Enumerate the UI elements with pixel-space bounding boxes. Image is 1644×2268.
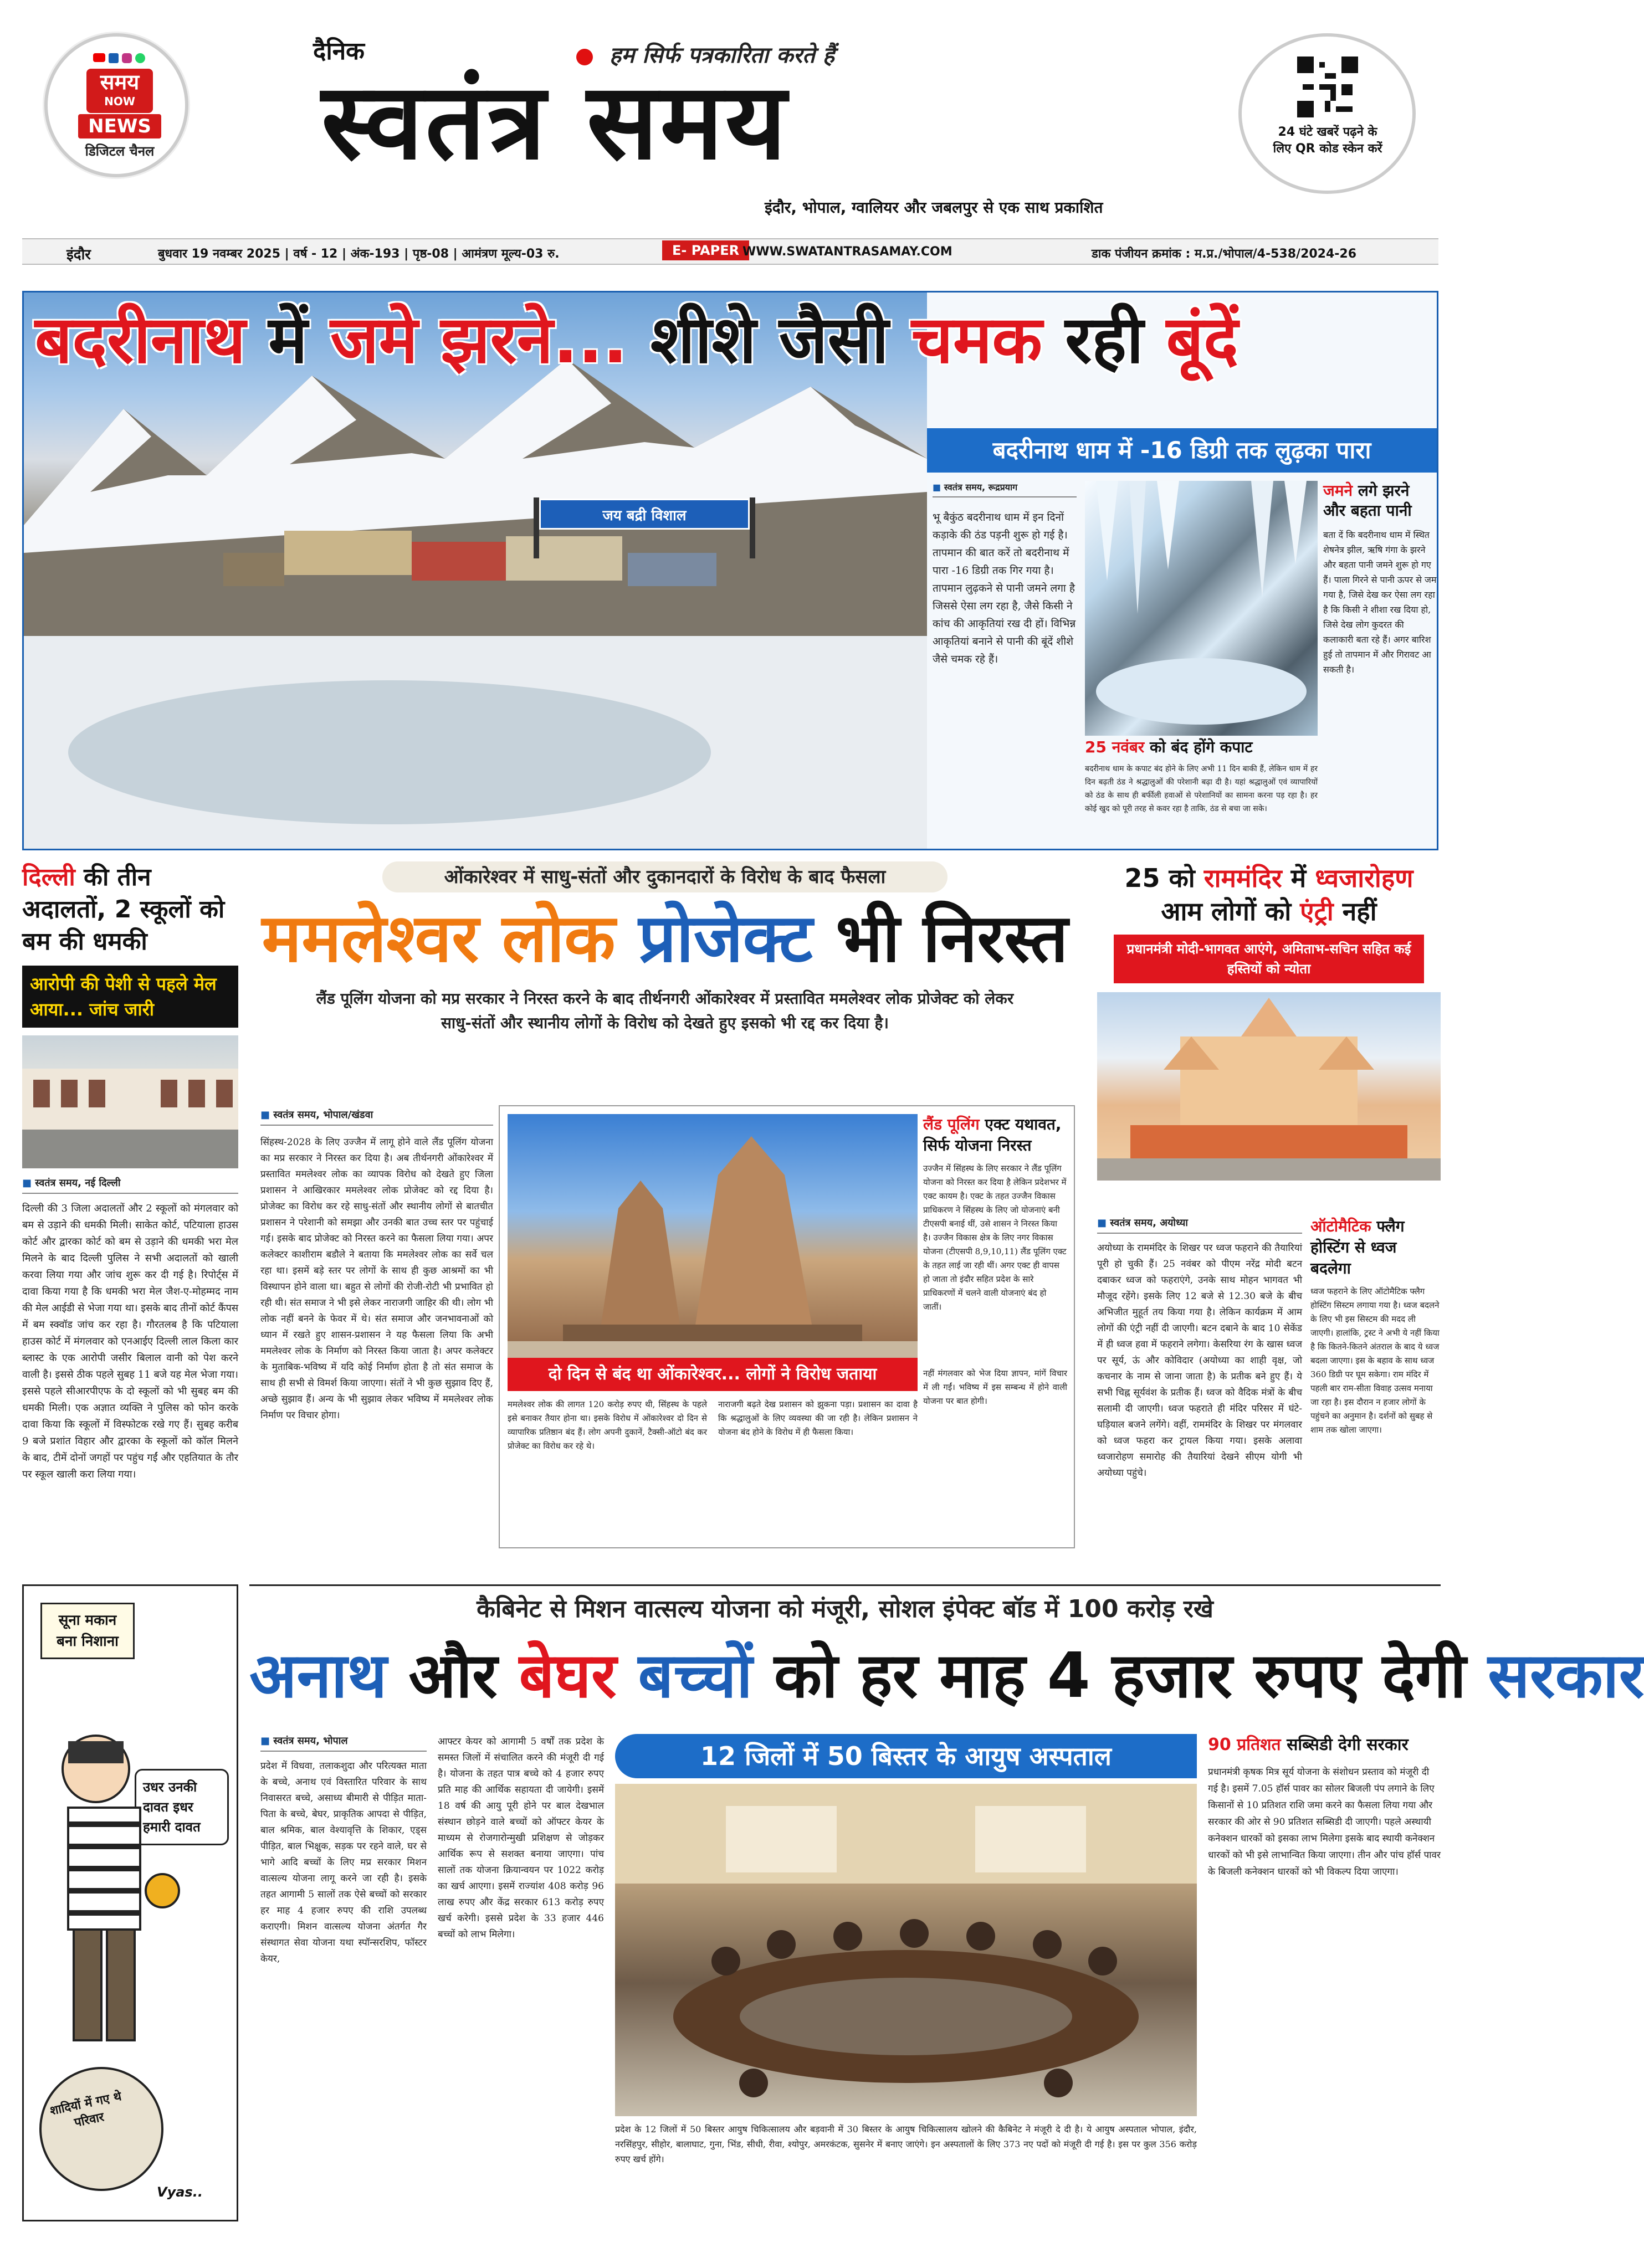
auto-flag-body: ध्वज फहराने के लिए ऑटोमैटिक फ्लैग होस्टिंग सिस्टम लगाया गया है। ध्वज बदलने के लिए भी इस सिस्टम की मदद ली जाएगी। हालांकि, ट्रस्ट ने अभी ये नहीं किया है कि कितने-कितने अंतराल के बाद ये ध्वज बदला जाएगा। इस के बहाव के साथ ध्वज 360 डिग्री पर घूम सकेगा। राम मंदिर में पहली बार राम-सीता विवाह उत्सव मनाया जा रहा है। इस दौरान न हजार लोगों के पहुंचने का अनुमान है। दर्शनों को सुबह से शाम तक खोला जाएगा। (1310, 1286, 1440, 1435)
mission-vatsalya-story (249, 1584, 1644, 2221)
inset-title (923, 1114, 1067, 1156)
mission-body-1: प्रदेश में विधवा, तलाकशुदा और परित्यक्त माता के बच्चे, अनाथ एवं विस्तारित परिवार के साथ निवासरत बच्चे, असाध्य बीमारी से पीड़ित माता-पिता के बच्चे, बेघर, प्राकृतिक आपदा से पीड़ित, बाल श्रमिक, बाल वेश्यावृत्ति के शिकार, एड्स पीड़ित, बाल भिक्षुक, सड़क पर रहने वाले, घर से भागे आदि बच्चों के लिए मप्र सरकार मिशन वात्सल्य योजना लागू करने जा रही है। इसके तहत आगामी 5 सालों तक ऐसे बच्चों को सरकार हर माह 4 हजार रुपए की राशि उपलब्ध कराएगी। मिशन वात्सल्य योजना अंतर्गत गैर संस्थागत सेवा योजना यथा स्पॉन्सरशिप, फॉस्टर केयर, (260, 1761, 427, 1964)
subsidy-title-rest: सब्सिडी देगी सरकार (1287, 1735, 1409, 1754)
mission-headline (249, 1634, 1644, 1717)
ayodhya-subhead: प्रधानमंत्री मोदी-भागवत आएंगे, अमिताभ-सचिन सहित कई हस्तियों को न्योता (1114, 935, 1424, 983)
headline-shine: चमक (911, 301, 1043, 378)
headline-and: और (408, 1640, 498, 1712)
inset-body: उज्जैन में सिंहस्थ के लिए सरकार ने लैंड पूलिंग योजना को निरस्त कर दिया है लेकिन प्रदेशभर में एक्ट कायम है। एक्ट के तहत उज्जैन विकास प्राधिकरण ने सिंहस्थ के लिए जो योजनाएं बनी टीएसपी बनाई थीं, उसे शासन ने निरस्त किया है। उज्जैन विकास क्षेत्र के लिए नगर विकास योजना (टीएसपी 8,9,10,11) लैंड पूलिंग एक्ट के तहत लाई जा रही थीं। अगर एक्ट ही वापस हो जाता तो इंदौर सहित प्रदेश के सारे प्राधिकरणों में चलने वाली योजनाएं बंद हो जातीं। (923, 1163, 1067, 1312)
masthead (0, 0, 1461, 238)
delhi-headline (22, 861, 238, 958)
temple-illustration-ayodhya (1097, 992, 1441, 1181)
logo-now: NOW (104, 95, 135, 108)
mission-kicker: कैबिनेट से मिशन वात्सल्य योजना को मंजूरी, सोशल इंपेक्ट बॉड में 100 करोड़ रखे (477, 1595, 1213, 1623)
dateline-details: बुधवार 19 नवम्बर 2025 | वर्ष - 12 | अंक-193 | पृष्ठ-08 | आमंत्रण मूल्य-03 रु. (158, 247, 560, 261)
ayodhya-body: अयोध्या के राममंदिर के शिखर पर ध्वज फहराने की तैयारियां पूरी हो चुकी हैं। 25 नवंबर को पीएम नरेंद्र मोदी बटन दबाकर ध्वज को फहराएंगे, उनके साथ मोहन भागवत भी मौजूद रहेंगे। इसके लिए 12 बजे से 12.30 बजे के बीच अभिजीत मुहूर्त तय किया गया है। लेकिन कार्यक्रम में आम लोगों की एंट्री नहीं दी जाएगी। बटन दबाने के बाद 10 सेकेंड में ही ध्वज हवा में फहराने लगेगा। केसरिया रंग के खास ध्वज पर सूर्य, ऊं और कोविदार (अयोध्या का शाही वृक्ष, जो कचनार के नाम से जाना जाता है) के प्रतीक बने हुए हैं। ये सभी चिह्न सूर्यवंश के प्रतीक हैं। ध्वज को वैदिक मंत्रों के बीच सलामी दी जाएगी। ध्वज फहराते ही मंदिर परिसर में घंटे-घड़ियाल बजने लगेंगे। वहीं, राममंदिर के शिखर पर मंगलवार को ध्वज फहरा कर ट्रायल किया गया। इसके अलावा ध्वजारोहण समारोह की तैयारियां देखने सीएम योगी भी अयोध्या पहुंचे। (1097, 1243, 1302, 1479)
lead-side-box (1323, 481, 1437, 841)
delhi-body: दिल्ली की 3 जिला अदालतों और 2 स्कूलों को मंगलवार को बम से उड़ाने की धमकी मिली। साकेत कोर्ट, पटियाला हाउस कोर्ट और द्वारका कोर्ट को बम से उड़ाने की धमकी भरा मेल मिलने के बाद दिल्ली पुलिस ने सभी अदालतों को खाली करवा लिया गया और जांच शुरू कर दी गई है। रिपोर्ट्स में दावा किया गया है कि धमकी भरा मेल जैश-ए-मोहम्मद नाम की मेल आईडी से भेजा गया था। इसके बाद तीनों कोर्ट कैंपस में बम स्क्वॉड जांच कर रहा है। गौरतलब है कि पटियाला हाउस कोर्ट में मंगलवार को एनआईए दिल्ली लाल किला कार ब्लास्ट के एक आरोपी जसीर बिलाल वानी को पेश करने वाली है। इससे ठीक पहले सुबह 11 बजे यह मेल भेजा गया। इससे पहले सीआरपीएफ के दो स्कूलों को भी सुबह बम की धमकी मिली। एक अज्ञात व्यक्ति ने पुलिस को फोन करके दावा किया कि स्कूलों में विस्फोटक रखे गए हैं। सुबह करीब 9 बजे प्रशांत विहार और द्वारका के स्कूलों को कॉल मिलने के बाद, टीमें दोनों जगहों पर पहुंच गईं और एहतियात के तौर पर स्कूल खाली करा लिया गया। (22, 1203, 238, 1480)
headline-project: प्रोजेक्ट (638, 900, 813, 977)
headline-4000: को हर माह 4 हजार रुपए देगी (774, 1640, 1467, 1712)
side-box-body: बता दें कि बदरीनाथ धाम में स्थित शेषनेत्र झील, ऋषि गंगा के झरने और बहता पानी जमने शुरू हो गए हैं। पाला गिरने से पानी ऊपर से जम गया है, जिसे देख कर ऐसा लग रहा है कि किसी ने शीशा रख दिया हो, जिसे देख लोग कुदरत की कलाकारी बता रहे हैं। अगर बारिश हुई तो तापमान में और गिरावट आ सकती है। (1323, 530, 1437, 675)
lead-headline (35, 298, 1431, 381)
omkareshwar-deck: लैंड पूलिंग योजना को मप्र सरकार ने निरस्त करने के बाद तीर्थनगरी ओंकारेश्वर में प्रस्तावित ममलेश्वर लोक प्रोजेक्ट को लेकर साधु-संतों और स्थानीय लोगों के विरोध को देखते हुए इसको भी रद्द कर दिया है। (316, 989, 1014, 1032)
lead-text-column (933, 481, 1077, 841)
delhi-headline-red: दिल्ली (22, 863, 75, 891)
omkareshwar-photo-frame (499, 1105, 1075, 1548)
lead-story (22, 291, 1438, 850)
ram-mandir-photo (1097, 992, 1441, 1181)
qr-caption: 24 घंटे खबरें पढ़ने के लिए QR कोड स्केन करें (1273, 125, 1382, 156)
lead-byline: ■ स्वतंत्र समय, रूद्रप्रयाग (933, 481, 1077, 497)
website-link[interactable]: WWW.SWATANTRASAMAY.COM (742, 245, 952, 259)
youtube-icon (93, 53, 105, 62)
ayodhya-headline (1097, 861, 1441, 928)
ayush-title: 12 जिलों में 50 बिस्तर के आयुष अस्पताल (615, 1734, 1197, 1778)
registration-number: डाक पंजीयन क्रमांक : म.प्र./भोपाल/4-538/2024-26 (1092, 247, 1357, 261)
caption-column-2: नाराजगी बढ़ते देख प्रशासन को झुकना पड़ा। प्रशासन का दावा है कि श्रद्धालुओं के लिए व्यवस्था की जा रही है। लेकिन प्रशासन ने योजना बंद होने के विरोध में ही फैसला किया। (718, 1399, 918, 1437)
dainik-label: दैनिक (313, 37, 365, 65)
auto-flag-title-rest: फ्लैग होस्टिंग से ध्वज बदलेगा (1310, 1217, 1405, 1277)
lead-caption-box (1085, 736, 1318, 846)
headline-word-me: में (268, 301, 308, 378)
headline-government: सरकार (1488, 1640, 1644, 1712)
caption-body: बदरीनाथ धाम के कपाट बंद होने के लिए अभी 11 दिन बाकी हैं, लेकिन धाम में हर दिन बढ़ती ठंड ने श्रद्धालुओं की परेशानी बढ़ा दी है। यहां श्रद्धालुओं एवं व्यापारियों को ठंड के साथ ही बर्फीली हवाओं से परेशानियों का सामना करना पड़ रहा है। हर कोई खुद को पूरी तरह से कवर रहा है ताकि, ठंड से बचा जा सके। (1085, 764, 1318, 813)
section-rule (249, 1584, 1441, 1586)
headline-drops: बूंदें (1166, 301, 1238, 378)
cartoon-speech-bubble: उधर उनकी दावत इधर हमारी दावत (135, 1769, 229, 1845)
dateline-city: इंदौर (66, 247, 91, 263)
dateline-bar (22, 238, 1438, 265)
delhi-story (22, 861, 238, 1582)
epaper-badge[interactable]: E- PAPER (662, 240, 749, 260)
omkareshwar-text-column (260, 1108, 493, 1546)
subsidy-title (1208, 1734, 1441, 1756)
omkareshwar-body: सिंहस्थ-2028 के लिए उज्जैन में लागू होने वाले लैंड पूलिंग योजना का मप्र सरकार ने निरस्त कर दिया है। अब तीर्थनगरी ओंकारेश्वर में प्रस्तावित ममलेश्वर लोक का व्यापक विरोध को देखते हुए जिला प्रशासन ने आखिरकार ममलेश्वर लोक प्रोजेक्ट को रद्द दिया है। प्रोजेक्ट का विरोध कर रहे साधु-संतों और स्थानीय लोगों से बातचीत प्रशासन ने परेशानी को समझा और उनकी बात उच्च स्तर पर पहुंचाई गई। इसके बाद प्रोजेक्ट को निरस्त करने का फैसला लिया गया। अपर कलेक्टर काशीराम बडौले ने बताया कि ममलेश्वर लोक का सर्वे चल रहा था। इसमें बड़े स्तर पर लोगों के साथ ही कुछ आश्रमों का भी विस्थापन होने वाला था। बहुत से लोगों की रोजी-रोटी भी प्रभावित हो रही थी। संत समाज ने भी इसे लेकर नाराजगी जाहिर की थी। लोग भी लोक नहीं बनने के फेवर में थे। संत समाज और जनभावनाओं को ध्यान में रखते हुए शासन-प्रशासन ने यह फैसला लिया कि अभी ममलेश्वर लोक के निर्माण को निरस्त किया जाता है। अपर कलेक्टर के मुताबिक-भविष्य में यदि कोई निर्माण होता है तो संत समाज के साथ ही सभी से विमर्श किया जाएगा। संतों ने भी कुछ सुझाव दिए हैं, अच्छे सुझाव हैं। अन्य के भी सुझाव लेकर भविष्य में ममलेश्वर लोक निर्माण पर विचार होगा। (260, 1137, 493, 1421)
ayodhya-ram-mandir: राममंदिर (1203, 863, 1282, 893)
side-title-red: जमने (1323, 481, 1353, 500)
headline-orphan: अनाथ (249, 1640, 387, 1712)
logo-red-block (86, 69, 153, 113)
auto-flag-title-red: ऑटोमैटिक (1310, 1217, 1371, 1235)
lead-subhead: बदरीनाथ धाम में -16 डिग्री तक लुढ़का पारा (927, 428, 1437, 473)
facebook-icon (109, 53, 119, 63)
temple-photo-caption: दो दिन से बंद था ओंकारेश्वर... लोगों ने विरोध जताया (508, 1358, 918, 1391)
delhi-headline-rest: की तीन अदालतों, 2 स्कूलों को बम की धमकी (22, 863, 225, 956)
cartoon-sign: सूना मकान बना निशाना (40, 1603, 135, 1659)
meeting-illustration (615, 1784, 1197, 2116)
ayodhya-byline: ■ स्वतंत्र समय, अयोध्या (1097, 1216, 1302, 1234)
samay-now-logo[interactable] (44, 33, 188, 177)
editions-line: इंदौर, भोपाल, ग्वालियर और जबलपुर से एक साथ प्रकाशित (765, 198, 1103, 217)
logo-samay: समय (100, 70, 140, 94)
lead-body: भू बैकुंठ बदरीनाथ धाम में इन दिनों कड़ाके की ठंड पड़नी शुरू हो गई है। तापमान की बात करें तो बदरीनाथ में पारा -16 डिग्री तक गिर गया है। तापमान लुढ़कने से पानी जमने लगा है जिससे ऐसा लग रहा है, जैसे किसी ने कांच की आकृतियां रख दी हों। विभिन्न आकृतियां बनाने से पानी की बूंदें शीशे जैसे चमक रहे हैं। (933, 511, 1076, 665)
caption-column-3: नहीं मंगलवार को भेज दिया ज्ञापन, मांगें विचार में ली गईं। भविष्य में इस सम्बन्ध में होने वाली योजना पर बात होगी। (923, 1368, 1067, 1406)
omkareshwar-story (249, 861, 1080, 1548)
omkareshwar-kicker: ओंकारेश्वर में साधु-संतों और दुकानदारों के विरोध के बाद फैसला (382, 861, 948, 892)
subsidy-box (1208, 1734, 1441, 2216)
court-building-photo (22, 1035, 238, 1168)
temple-illustration (508, 1114, 918, 1358)
court-building-illustration (22, 1035, 238, 1168)
icicles-illustration (1085, 481, 1318, 736)
instagram-icon (122, 53, 132, 63)
social-icons (93, 53, 148, 64)
caption-title-red: 25 नवंबर (1085, 738, 1145, 756)
ayodhya-h1: 25 को (1124, 863, 1195, 893)
newspaper-title[interactable]: स्वतंत्र समय (321, 60, 789, 183)
ayodhya-flag-hoisting: ध्वजारोहण (1315, 863, 1413, 893)
cartoon-bag-text: शादियों में गए थे परिवार (48, 2089, 123, 2131)
frozen-waterfall-photo (1085, 481, 1318, 736)
whatsapp-icon (135, 53, 145, 63)
headline-frozen-falls: जमे झरने... (330, 301, 628, 378)
ayodhya-h2: में (1290, 863, 1307, 893)
side-title-rest: लगे झरने और बहता पानी (1323, 481, 1412, 520)
caption-title-rest: को बंद होंगे कपाट (1150, 738, 1253, 756)
omkareshwar-headline (249, 900, 1080, 978)
land-pooling-inset (923, 1114, 1067, 1358)
ayodhya-entry: एंट्री (1300, 896, 1334, 926)
cartoon-panel (22, 1584, 238, 2221)
headline-homeless: बेघर (519, 1640, 617, 1712)
caption-title (1085, 736, 1318, 759)
ayodhya-text-column (1097, 1216, 1302, 1548)
caption-column-1: ममलेश्वर लोक की लागत 120 करोड़ रुपए थी, सिंहस्थ के पहले इसे बनाकर तैयार होना था। इसके विरोध में ओंकारेश्वर दो दिन से व्यापारिक प्रतिष्ठान बंद हैं। लोग अपनी दुकानें, टैक्सी-ऑटो बंद कर प्रोजेक्ट का विरोध कर रहे थे। (508, 1399, 707, 1451)
logo-news: NEWS (78, 114, 161, 138)
mission-byline: ■ स्वतंत्र समय, भोपाल (260, 1734, 427, 1752)
headline-children: बच्चों (638, 1640, 752, 1712)
ayodhya-story (1097, 861, 1441, 1548)
subsidy-title-red: 90 प्रतिशत (1208, 1735, 1281, 1754)
logo-caption: डिजिटल चैनल (85, 143, 155, 159)
omkareshwar-byline: ■ स्वतंत्र समय, भोपाल/खंडवा (260, 1108, 493, 1126)
mission-col-1 (260, 1734, 427, 2216)
qr-block[interactable] (1238, 33, 1416, 194)
tagline: हम सिर्फ पत्रकारिता करते हैं (610, 43, 834, 68)
ayodhya-h3: आम लोगों को (1161, 896, 1292, 926)
headline-mamleshwar: ममलेश्वर लोक (262, 900, 616, 977)
cabinet-meeting-photo (615, 1784, 1197, 2116)
headline-cancelled: भी निरस्त (836, 900, 1068, 977)
headline-glass-like: शीशे जैसी (650, 301, 889, 378)
inset-title-rest: एक्ट यथावत, सिर्फ योजना निरस्त (923, 1115, 1062, 1154)
mission-body-2: आफ्टर केयर को आगामी 5 वर्षों तक प्रदेश के समस्त जिलों में संचालित करने की मंजूरी दी गई है। योजना के तहत पात्र बच्चे को 4 हजार रुपए प्रति माह की आर्थिक सहायता दी जायेगी। इसमें 18 वर्ष की आयु पूरी होने पर बाल देखभाल संस्थान छोड़ने वाले बच्चों को ऑफ्टर केयर के माध्यम से रोजगारोन्मुखी प्रशिक्षण से जोड़कर आर्थिक रूप से सशक्त बनाया जाएगा। पांच सालों तक योजना क्रियान्वयन पर 1022 करोड़ का खर्च आएगा। इसमें राज्यांश 408 करोड़ 96 लाख रुपए और केंद्र सरकार 613 करोड़ रुपए खर्च करेगी। इससे प्रदेश के 33 हजार 446 बच्चों को लाभ मिलेगा। (438, 1736, 604, 1940)
auto-flag-title (1310, 1216, 1441, 1279)
delhi-byline: ■ स्वतंत्र समय, नई दिल्ली (22, 1176, 238, 1194)
auto-flag-box (1310, 1216, 1441, 1548)
qr-code-icon (1297, 57, 1358, 117)
headline-rahi: रही (1065, 301, 1144, 378)
side-box-title (1323, 481, 1437, 521)
welcome-signboard: जय बद्री विशाल (539, 499, 750, 530)
inset-title-red: लैंड पूलिंग (923, 1115, 980, 1133)
subsidy-body: प्रधानमंत्री कृषक मित्र सूर्य योजना के संशोधन प्रस्ताव को मंजूरी दी गई है। इसमें 7.05 हॉर्स पावर का सोलर बिजली पंप लगाने के लिए किसानों से 10 प्रतिशत राशि जमा करने का फैसला लिया गया और सरकार की ओर से 90 प्रतिशत सब्सिडी दी जाएगी। पहले अस्थायी कनेक्शन धारकों को इसका लाभ मिलेगा इसके बाद स्थायी कनेक्शन धारकों को भी इसे लाभान्वित किया जाएगा। तीन और पांच हॉर्स पावर के बिजली कनेक्शन धारकों को भी विकल्प दिया जाएगा। (1208, 1767, 1441, 1877)
headline-badrinath: बदरीनाथ (35, 301, 246, 378)
cartoon-signature: Vyas.. (157, 2184, 203, 2200)
ayush-caption: प्रदेश के 12 जिलों में 50 बिस्तर आयुष चिकित्सालय और बड़वानी में 30 बिस्तर के आयुष चिकित्सालय खोलने की कैबिनेट ने मंजूरी दे दी है। ये आयुष अस्पताल भोपाल, इंदौर, नरसिंहपुर, सीहोर, बालाघाट, गुना, भिंड, सीधी, रीवा, श्योपुर, अमरकंटक, सुसनेर में बनाए जाएंगे। इन अस्पतालों के लिए 373 नए पदों को मंजूरी दी गई है। इस पर कुल 356 करोड़ रुपए खर्च होंगे। (615, 2124, 1197, 2164)
omkareshwar-temple-photo (508, 1114, 918, 1358)
ayodhya-h4: नहीं (1342, 896, 1377, 926)
delhi-subhead: आरोपी की पेशी से पहले मेल आया... जांच जारी (22, 966, 238, 1028)
